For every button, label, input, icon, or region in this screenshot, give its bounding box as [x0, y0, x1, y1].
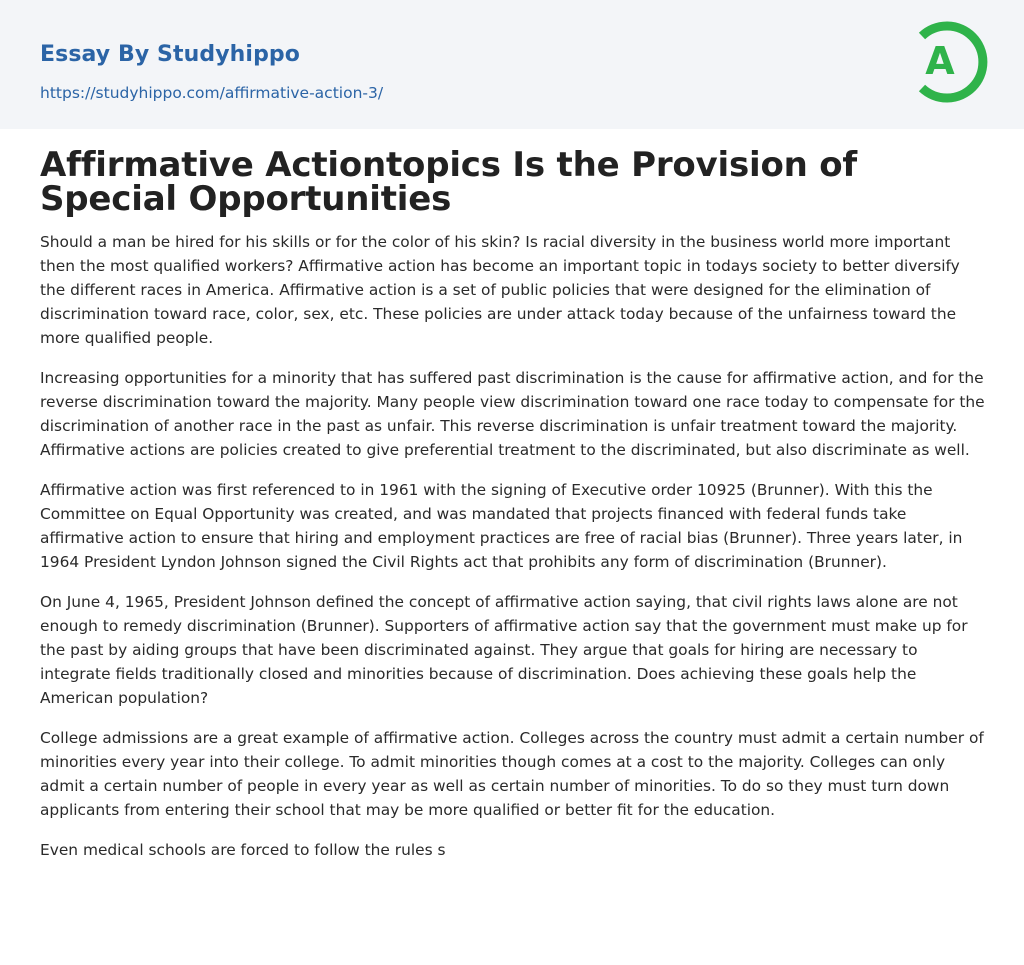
studyhippo-logo-icon[interactable] [910, 16, 990, 108]
article-title: Affirmative Actiontopics Is the Provision of Special Opportunities [40, 145, 858, 219]
paragraph-6-truncated: Even medical schools are forced to follow the rules s [40, 841, 446, 859]
site-header [0, 0, 1024, 129]
site-brand[interactable]: Essay By Studyhippo [40, 42, 300, 67]
paragraph-5: College admissions are a great example of affirmative action. Colleges across the country must admit a certain number of minorities every year into their college. To admit minorities though comes at a cost to the majority. Colleges can only admit a certain number of people in every year as well as certain number of minorities. To do so they must turn down applicants from entering their school that may be more qualified or better fit for the education. [40, 729, 984, 819]
article-body [40, 230, 985, 862]
logo-letter: A [925, 39, 955, 83]
article-url-link[interactable]: https://studyhippo.com/affirmative-action-3/ [40, 84, 384, 102]
paragraph-3: Affirmative action was first referenced to in 1961 with the signing of Executive order 10925 (Brunner). With this the Committee on Equal Opportunity was created, and was mandated that projects financed with federal funds take affirmative action to ensure that hiring and employment practices are free of racial bias (Brunner). Three years later, in 1964 President Lyndon Johnson signed the Civil Rights act that prohibits any form of discrimination (Brunner). [40, 481, 963, 571]
paragraph-2: Increasing opportunities for a minority that has suffered past discrimination is the cause for affirmative action, and for the reverse discrimination toward the majority. Many people view discrimination toward one race today to compensate for the discrimination of another race in the past as unfair. This reverse discrimination is unfair treatment toward the majority. Affirmative actions are policies created to give preferential treatment to the discriminated, but also discriminate as well. [40, 369, 985, 459]
paragraph-4: On June 4, 1965, President Johnson defined the concept of affirmative action saying, that civil rights laws alone are not enough to remedy discrimination (Brunner). Supporters of affirmative action say that the government must make up for the past by aiding groups that have been discriminated against. They argue that goals for hiring are necessary to integrate fields traditionally closed and minorities because of discrimination. Does achieving these goals help the American population? [40, 593, 968, 707]
article-content [40, 145, 985, 878]
paragraph-1: Should a man be hired for his skills or for the color of his skin? Is racial diversity in the business world more important then the most qualified workers? Affirmative action has become an important topic in todays society to better diversify the different races in America. Affirmative action is a set of public policies that were designed for the elimination of discrimination toward race, color, sex, etc. These policies are under attack today because of the unfairness toward the more qualified people. [40, 233, 960, 347]
